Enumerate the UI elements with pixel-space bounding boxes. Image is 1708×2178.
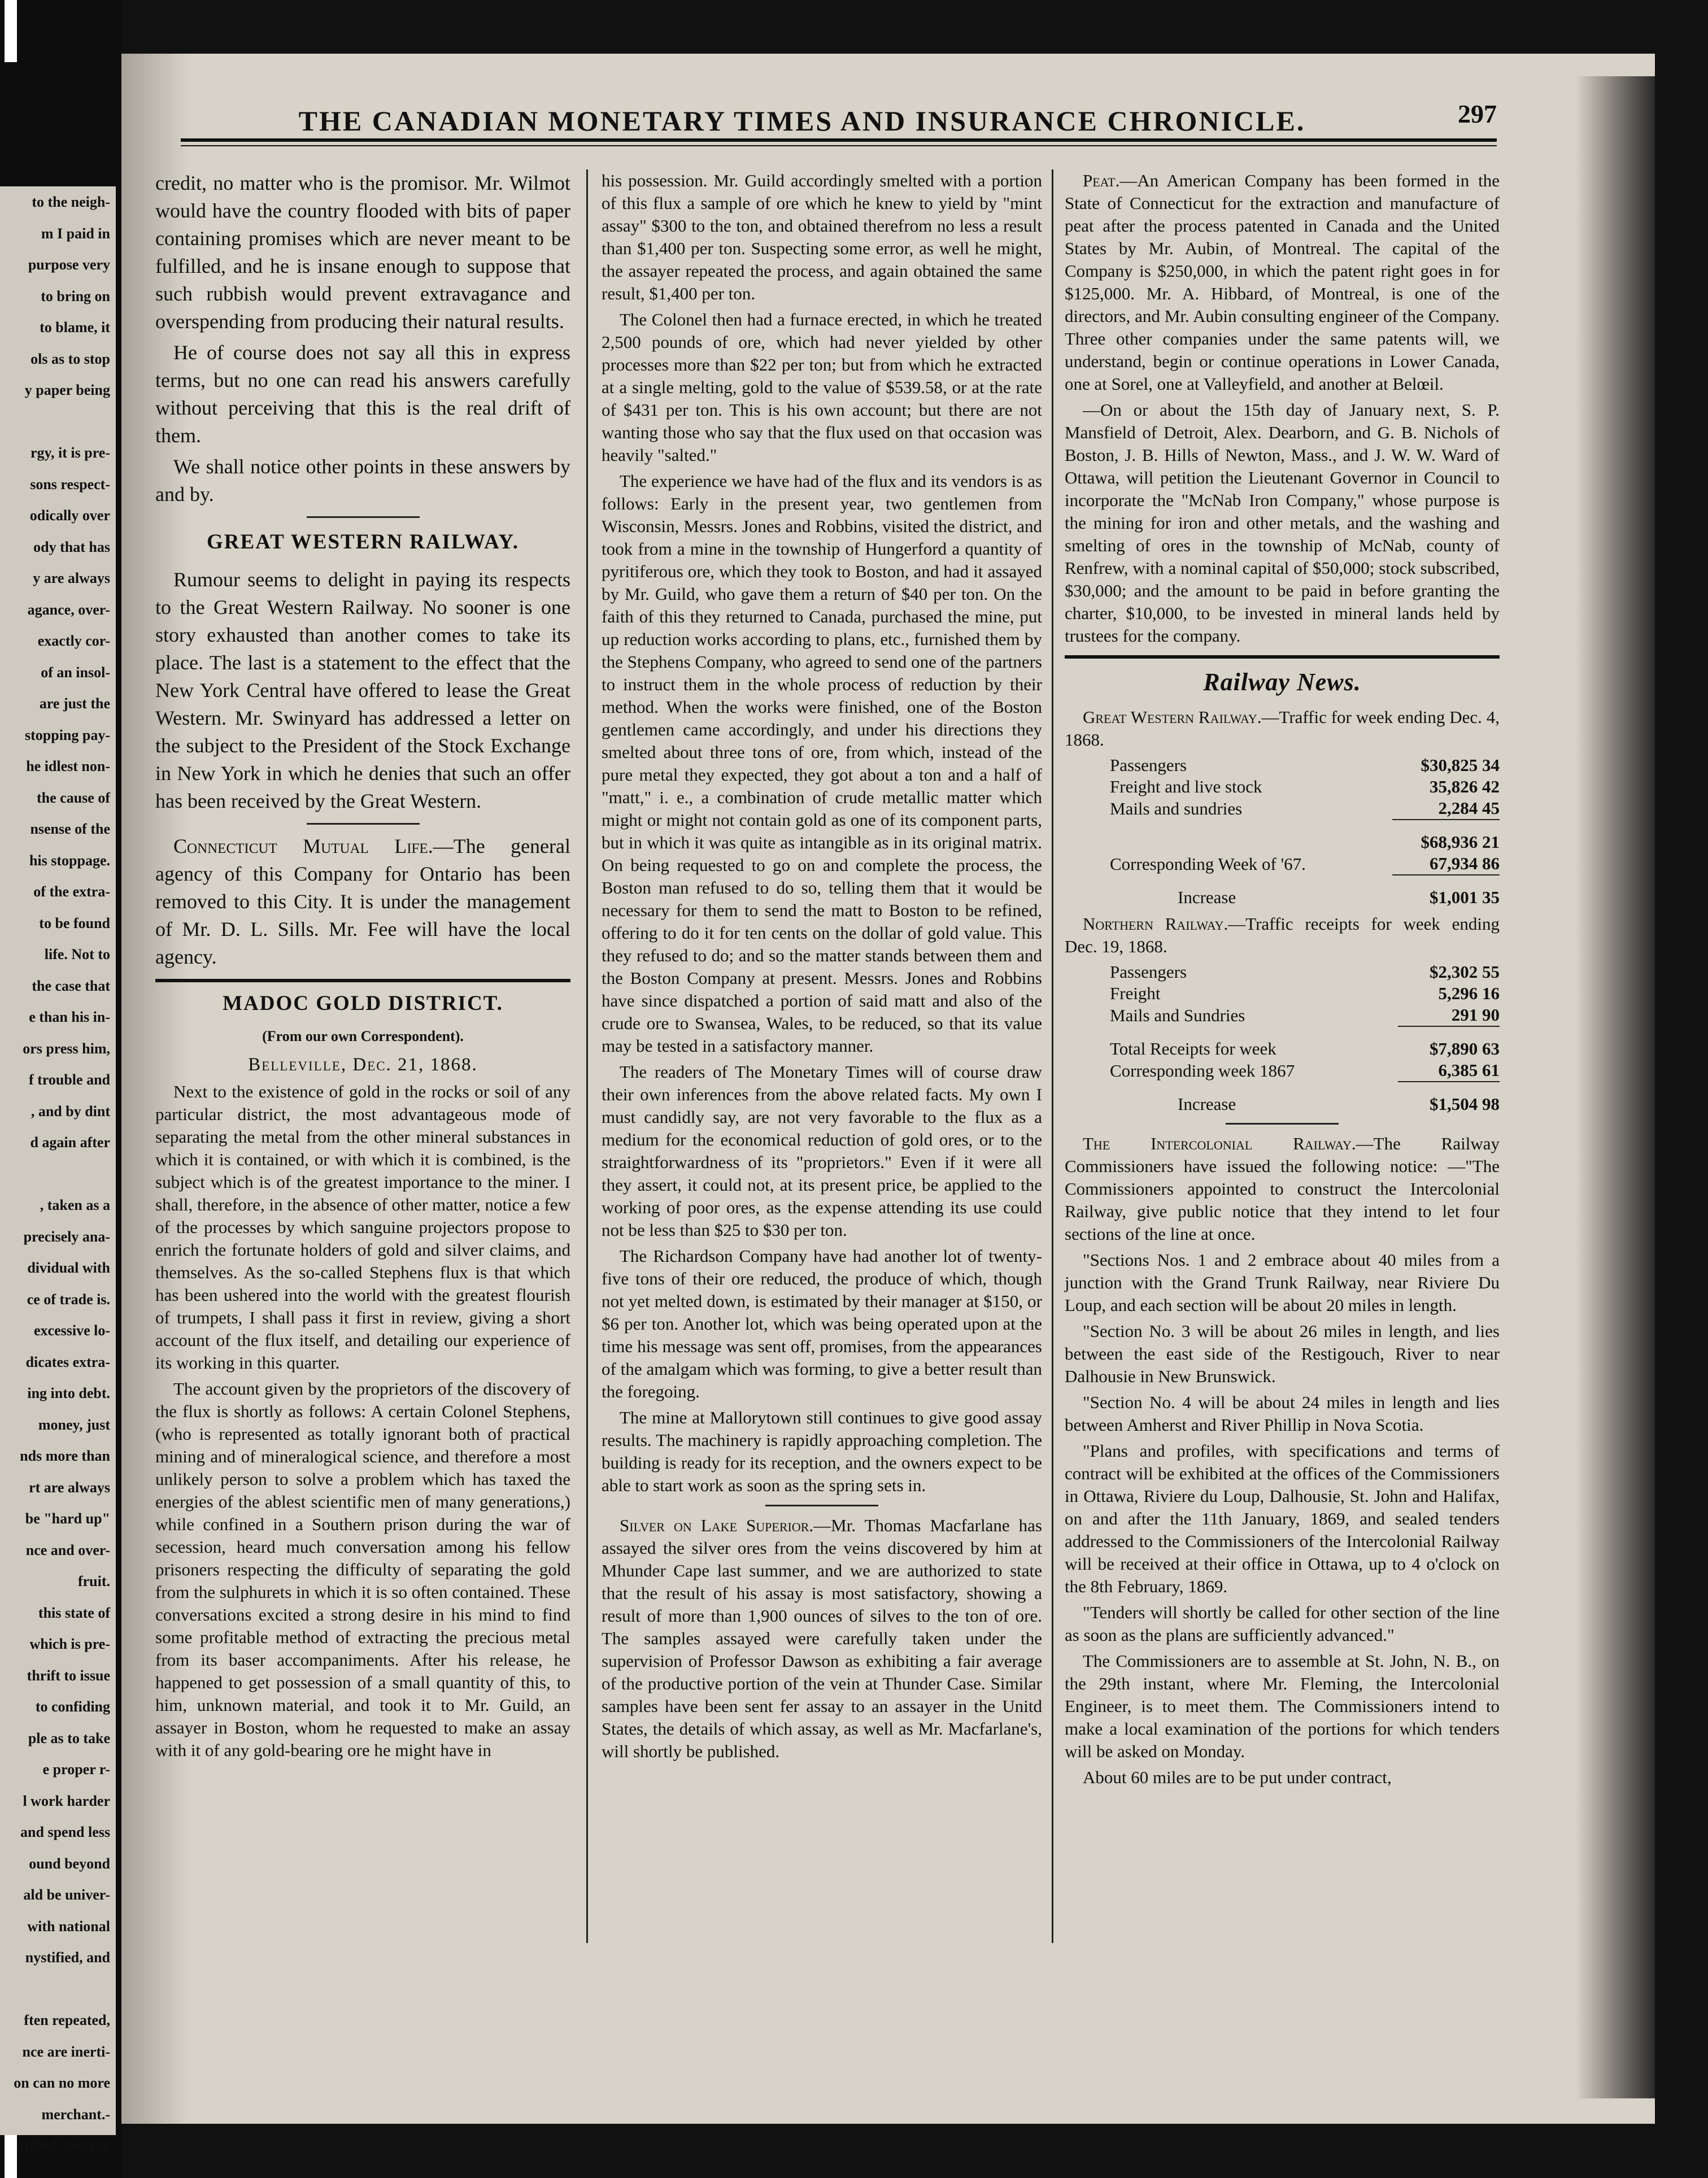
previous-page-fragment: ors press him,	[23, 1040, 110, 1057]
table-row	[1065, 1082, 1500, 1115]
previous-page-fragment: nce and over-	[25, 1541, 110, 1558]
section-rule	[1065, 655, 1500, 659]
page-header	[181, 99, 1497, 137]
previous-page-fragment: agance, over-	[27, 601, 110, 618]
article-paragraph: The Commissioners are to assemble at St. John, N. B., on the 29th instant, where Mr. Fleming, the Intercolonial Engineer, is to meet them. The Commissioners intend to make a local examination of the portions for which tenders will be asked on Monday.	[1065, 1651, 1500, 1761]
table-row	[1065, 776, 1500, 798]
article-paragraph: The Richardson Company have had another lot of twenty-five tons of their ore reduced, the produce of which, though not yet melted down, is estimated by their manager at $150, or $6 per ton. Another lot, which was being operated upon at the time his message was sent off, promises, from the appearances of the amalgam which was forming, to give a better result than the foregoing.	[602, 1246, 1042, 1401]
row-label: Freight	[1110, 983, 1161, 1003]
previous-page-fragment	[0, 406, 116, 438]
previous-page-fragment: and spend less	[20, 1824, 110, 1840]
row-amount: $68,936 21	[1392, 820, 1500, 853]
item-text: —Traffic receipts for week ending Dec. 19, 1868.	[1065, 914, 1500, 956]
previous-page-fragment: which is pre-	[29, 1636, 110, 1652]
section-rule	[155, 979, 570, 982]
previous-page-fragment	[0, 1158, 116, 1190]
northern-traffic-table	[1065, 961, 1500, 1115]
item-text: —The Railway Commissioners have issued the following notice: —"The Commissioners appointed to construct the Intercolonial Railway, give public notice that they intend to let four sections of the line at once.	[1065, 1134, 1500, 1244]
table-row	[1065, 1026, 1500, 1060]
previous-page-fragment: e than his in-	[29, 1009, 110, 1025]
previous-page-fragment: ody that has	[33, 538, 110, 555]
previous-page-fragment: be "hard up"	[25, 1510, 110, 1527]
previous-page-fragment: to confiding	[35, 1698, 110, 1715]
previous-page-fragment: precisely ana-	[23, 1228, 110, 1245]
previous-page-fragment: ften repeated,	[24, 2012, 110, 2028]
item-text: —An American Company has been formed in the State of Connecticut for the extraction and manufacture of peat after the process patented in Canada and the United States by Mr. Aubin, of Montreal. The capital of the Company is $250,000, in which the patent right goes in for $125,000. Mr. A. Hibbard, of Montreal, is one of the directors, and Mr. Aubin consulting engineer of the Company. Three other companies under the same patents will, we understand, begin or continue operations in Lower Canada, one at Sorel, one at Valleyfield, and another at Belœil.	[1065, 171, 1500, 394]
header-rule-thin	[181, 145, 1497, 146]
row-label: Corresponding Week of '67.	[1110, 853, 1306, 874]
row-label: Passengers	[1110, 962, 1187, 982]
running-head: THE CANADIAN MONETARY TIMES AND INSURANCE CHRONICLE.	[298, 105, 1306, 137]
article-paragraph: He of course does not say all this in express terms, but no one can read his answers carefully without perceiving that this is the real drift of them.	[155, 341, 570, 447]
previous-page-fragment: rt are always	[29, 1479, 110, 1496]
previous-page-fragment: money, just	[38, 1416, 110, 1433]
row-label: Increase	[1178, 1094, 1236, 1114]
article-paragraph: The account given by the proprietors of the discovery of the flux is shortly as follows: A certain Colonel Stephens, (who is represented as totally ignorant both of practical mining and of mineralogical science, and therefore a most unlikely person to solve a problem which has taxed the energies of the ablest scientific men of many generations,) while confined in a Southern prison during the war of secession, heard much conversation among his fellow prisoners respecting the difficulty of separating the gold from the sulphurets in which it is so often contained. These conversations excited a strong desire in his mind to find some profitable method of extracting the precious metal from its baser accompaniments. After his release, he happened to get possession of a small quantity of this, to him, unknown material, and took it to Mr. Guild, an assayer in Boston, whom he requested to make an assay with it of any gold-bearing ore he might have in	[155, 1379, 570, 1760]
previous-page-fragment: on can no more	[14, 2075, 110, 2091]
separator	[307, 516, 420, 518]
previous-page-fragment: y are always	[33, 570, 110, 586]
article-paragraph: About 60 miles are to be put under contract,	[1083, 1767, 1392, 1787]
previous-page-fragment: stopping pay-	[25, 726, 110, 743]
row-amount: 5,296 16	[1438, 983, 1500, 1003]
table-row	[1065, 961, 1500, 983]
row-label: Passengers	[1110, 755, 1187, 775]
previous-page-fragment: dicates extra-	[25, 1353, 110, 1370]
previous-page-fragment: ound beyond	[29, 1855, 110, 1872]
previous-page-fragment: life. Not to	[44, 946, 110, 962]
previous-page-fragment: rgy, it is pre-	[30, 445, 110, 461]
previous-page-fragment: to the neigh-	[32, 194, 110, 210]
previous-page-fragment: e proper r-	[42, 1761, 110, 1778]
previous-page-fragment: , and by dint	[30, 1103, 110, 1120]
article-paragraph: The mine at Mallorytown still continues to give good assay results. The machinery is rapidly approaching completion. The building is ready for its reception, and the owners expect to be able to start work as soon as the spring sets in.	[602, 1408, 1042, 1495]
column-rule-2	[1052, 169, 1053, 1943]
previous-page-fragment: purpose very	[28, 256, 110, 273]
previous-page-fragment: this state of	[38, 1604, 110, 1621]
previous-page-fragment: ols as to stop	[30, 350, 110, 367]
row-amount: 35,826 42	[1430, 777, 1500, 796]
previous-page-fragment: of an insol-	[41, 664, 110, 681]
article-paragraph: his possession. Mr. Guild accordingly smelted with a portion of this flux a sample of ore which he knew to yield by "mint assay" $300 to the ton, and obtained therefrom no less a result than $1,400 per ton. Suspecting some error, as well he might, the assayer repeated the process, and again obtained the same result, $1,400 per ton.	[602, 171, 1042, 303]
article-paragraph: Next to the existence of gold in the rocks or soil of any particular district, the most advantageous mode of separating the metal from the other mineral substances in which it is contained, or with which it is combined, is the subject which is of the greatest importance to the miner. I shall, therefore, in the absence of other matter, notice a few of the processes by which sanguine projectors propose to enrich the fortunate holders of gold and silver claims, and themselves. As the so-called Stephens flux is that which has been ushered into the world with the greatest flourish of trumpets, I shall pass it first in review, giving a short account of the flux itself, and detailing our experience of its working in this quarter.	[155, 1082, 570, 1373]
previous-page-fragment: exactly cor-	[37, 633, 110, 649]
previous-page-fragment: the case that	[32, 977, 110, 994]
row-amount: 2,284 45	[1438, 798, 1500, 818]
item-text: —The general agency of this Company for Ontario has been removed to this City. It is under the management of Mr. D. L. Sills. Mr. Fee will have the local agency.	[155, 835, 570, 968]
previous-page-edge	[0, 186, 116, 2154]
row-amount: 6,385 61	[1438, 1060, 1500, 1080]
previous-page-fragment: nystified, and	[25, 1949, 110, 1966]
article-paragraph: The experience we have had of the flux and its vendors is as follows: Early in the present year, two gentlemen from Wisconsin, Messrs. Jones and Robbins, visited the district, and took from a mine in the township of Hungerford a quantity of pyritiferous ore, which they took to Boston, and had it assayed by Mr. Guild, who gave them a return of $40 per ton. On the faith of this they returned to Canada, purchased the mine, put up reduction works according to plans, etc., furnished them by the Stephens Company, who agreed to send one of the partners to instruct them in the whole process of reduction by their method. When the works were finished, one of the Boston gentlemen came accordingly, and under his directions they smelted about three tons of ore, from which, instead of the pure metal they expected, they got about a ton and a half of "matt," i. e., a combination of crude metallic matter which might or might not contain gold as one of its component parts, but in which it was quite as intangible as in its original matrix. On being requested to go on and complete the process, the Boston man refused to do so, telling them that it would be necessary for them to send the matt to Boston to be refined, offering to do it for ten cents on the dollar of gold value. This they refused to do; and so the matter stands between them and the Boston Company at present. Messrs. Jones and Robbins have since dispatched a portion of said matt and also of the crude ore to Swansea, Wales, to be reduced, so that its value may be tested in a satisfactory manner.	[602, 471, 1042, 1056]
previous-page-fragment: to be found	[39, 914, 110, 931]
row-label: Freight and live stock	[1110, 777, 1262, 796]
row-amount: $1,001 35	[1392, 875, 1500, 908]
correspondent-note: (From our own Correspondent).	[262, 1028, 464, 1044]
previous-page-fragment: ing into debt.	[27, 1385, 110, 1401]
previous-page-fragment: tfilled, destroy	[20, 2137, 110, 2154]
row-amount: 291 90	[1451, 1005, 1500, 1025]
previous-page-fragment: to bring on	[41, 288, 110, 304]
previous-page-fragment: ce of trade is.	[27, 1291, 110, 1308]
previous-page-fragment: , taken as a	[40, 1197, 110, 1213]
section-heading-great-western: GREAT WESTERN RAILWAY.	[207, 530, 519, 554]
previous-page-fragment: are just the	[39, 695, 110, 712]
row-label: Increase	[1178, 887, 1236, 907]
article-paragraph: The readers of The Monetary Times will of course draw their own inferences from the above related facts. My own I must candidly say, are not very favorable to the flux as a medium for the economical reduction of gold ores, or to the straightforwardness of its "proprietors." Even if it were all they assert, it could not, at its present price, be applied to the working of poor ores, as the expense attending its use could not be less than $25 to $30 per ton.	[602, 1062, 1042, 1240]
item-lead: The Intercolonial Railway.	[1083, 1134, 1356, 1153]
item-text: —Mr. Thomas Macfarlane has assayed the silver ores from the veins discovered by him at Mhunder Cape last summer, and we are authorized to state that the result of his assay is most satisfactory, showing a result of more than 1,900 ounces of silves to the ton of ore. The samples assayed were carefully taken under the supervision of Professor Dawson as exhibiting a fair average of the productive portion of the vein at Thunder Case. Similar samples have been sent fer assay to an assayer in the Unitd States, the details of which assay, as well as Mr. Macfarlane's, will shortly be published.	[602, 1515, 1042, 1761]
previous-page-fragment: d again after	[30, 1134, 110, 1151]
item-text: —Traffic for week ending Dec. 4, 1868.	[1065, 707, 1500, 750]
item-lead: Northern Railway.	[1083, 914, 1228, 934]
separator	[307, 823, 420, 825]
dateline: Belleville, Dec. 21, 1868.	[248, 1055, 478, 1075]
previous-page-fragment: excessive lo-	[33, 1322, 110, 1339]
article-paragraph: "Section No. 4 will be about 24 miles in length and lies between Amherst and River Phillip in Nova Scotia.	[1065, 1392, 1500, 1435]
previous-page-fragment	[0, 1974, 116, 2005]
previous-page-fragment: nsense of the	[30, 821, 110, 837]
table-row	[1065, 1004, 1500, 1026]
previous-page-fragment: nds more than	[20, 1448, 110, 1464]
previous-page-fragment: f trouble and	[29, 1071, 110, 1088]
previous-page-fragment: fruit.	[77, 1573, 110, 1589]
table-row	[1065, 798, 1500, 820]
row-label: Mails and sundries	[1110, 798, 1243, 818]
previous-page-fragment: sons respect-	[30, 476, 110, 493]
article-paragraph: We shall notice other points in these answers by and by.	[155, 455, 570, 506]
row-amount: $2,302 55	[1430, 962, 1500, 982]
row-label: Mails and Sundries	[1110, 1005, 1245, 1025]
article-paragraph: Rumour seems to delight in paying its respects to the Great Western Railway. No sooner is one story exhausted than another comes to take its place. The last is a statement to the effect that the New York Central have offered to lease the Great Western. Mr. Swinyard has addressed a letter on the subject to the President of the Stock Exchange in New York in which he denies that such an offer has been received by the Great Western.	[155, 568, 570, 812]
row-amount: 67,934 86	[1430, 853, 1500, 873]
row-label: Corresponding week 1867	[1110, 1060, 1295, 1081]
previous-page-fragment: the cause of	[37, 789, 110, 806]
table-row	[1065, 820, 1500, 853]
article-paragraph: "Tenders will shortly be called for other section of the line as soon as the plans are sufficiently advanced."	[1065, 1602, 1500, 1645]
column-2	[602, 169, 1042, 1766]
item-lead: Great Western Railway.	[1083, 707, 1262, 727]
row-amount: $30,825 34	[1421, 755, 1500, 775]
header-rule	[181, 138, 1497, 142]
previous-page-fragment: m I paid in	[41, 225, 110, 242]
previous-page-fragment: with national	[27, 1918, 110, 1935]
previous-page-fragment: he idlest non-	[26, 758, 110, 774]
previous-page-fragment: of the extra-	[33, 883, 110, 900]
previous-page-fragment: his stoppage.	[29, 852, 110, 869]
separator	[765, 1505, 878, 1506]
row-amount: $1,504 98	[1398, 1082, 1500, 1115]
table-row	[1065, 875, 1500, 908]
column-3	[1065, 169, 1500, 1792]
previous-page-fragment: y paper being	[24, 382, 110, 398]
previous-page-fragment: nce are inerti-	[22, 2043, 110, 2060]
article-paragraph: "Plans and profiles, with specifications and terms of contract will be exhibited at the offices of the Commissioners in Ottawa, Riviere du Loup, Dalhousie, St. John and Halifax, on and after the 11th January, 1869, and sealed tenders addressed to the Commissioners of the Intercolonial Railway will be received at their office in Ottawa, up to 4 o'clock on the 8th February, 1869.	[1065, 1441, 1500, 1596]
item-lead: Peat.	[1083, 171, 1120, 190]
table-row	[1065, 755, 1500, 776]
previous-page-fragment: merchant.-	[41, 2106, 110, 2123]
previous-page-fragment: ald be univer-	[23, 1887, 110, 1903]
item-lead: Silver on Lake Superior.	[620, 1515, 814, 1535]
previous-page-fragment: l work harder	[23, 1792, 110, 1809]
scan-mark-top	[5, 0, 17, 62]
previous-page-fragment: odically over	[29, 507, 110, 524]
article-paragraph: "Sections Nos. 1 and 2 embrace about 40 miles from a junction with the Grand Trunk Railway, near Riviere Du Loup, and each section will be about 20 miles in length.	[1065, 1250, 1500, 1315]
separator	[1226, 1123, 1339, 1125]
row-label: Total Receipts for week	[1110, 1038, 1276, 1058]
section-heading-madoc: MADOC GOLD DISTRICT.	[223, 992, 503, 1015]
table-row	[1065, 853, 1500, 875]
page-edge-right	[1576, 76, 1655, 2098]
article-paragraph: "Section No. 3 will be about 26 miles in length, and lies between the east side of the Restigouch, River to near Dalhousie in New Brunswick.	[1065, 1321, 1500, 1386]
column-rule-1	[586, 169, 588, 1943]
table-row	[1065, 1060, 1500, 1082]
article-paragraph: The Colonel then had a furnace erected, in which he treated 2,500 pounds of ore, which had never yielded by other processes more than $22 per ton; but from which he extracted at a single melting, gold to the value of $539.58, or at the rate of $431 per ton. This is his own account; but there are not wanting those who say that the flux used on that occasion was heavily "salted."	[602, 310, 1042, 465]
article-paragraph: credit, no matter who is the promisor. Mr. Wilmot would have the country flooded with bits of paper containing promises which are never meant to be fulfilled, and he is insane enough to suppose that such rubbish would prevent extravagance and overspending from producing their natural results.	[155, 172, 570, 333]
page-number: 297	[1458, 99, 1497, 128]
previous-page-fragment: thrift to issue	[27, 1667, 110, 1684]
previous-page-fragment: ple as to take	[28, 1730, 110, 1746]
railway-news-title: Railway News.	[1203, 668, 1361, 696]
article-paragraph: —On or about the 15th day of January next, S. P. Mansfield of Detroit, Alex. Dearborn, and G. B. Nichols of Boston, J. B. Hills of Newton, Mass., and J. W. W. Ward of Ottawa, will petition the Lieutenant Governor in Council to incorporate the "McNab Iron Company," whose purpose is the mining for iron and other metals, and the washing and smelting of ores in the township of McNab, county of Renfrew, with a nominal capital of $50,000; stock subscribed, $30,000; and the amount to be paid in before granting the charter, $10,000, to be invested in mineral lands held by trustees for the company.	[1065, 400, 1500, 646]
column-1	[155, 169, 570, 1765]
row-amount: $7,890 63	[1398, 1026, 1500, 1060]
table-row	[1065, 983, 1500, 1004]
item-lead: Connecticut Mutual Life.	[173, 835, 433, 857]
previous-page-fragment: dividual with	[27, 1260, 110, 1276]
great-western-traffic-table	[1065, 755, 1500, 908]
previous-page-fragment: to blame, it	[40, 319, 110, 336]
